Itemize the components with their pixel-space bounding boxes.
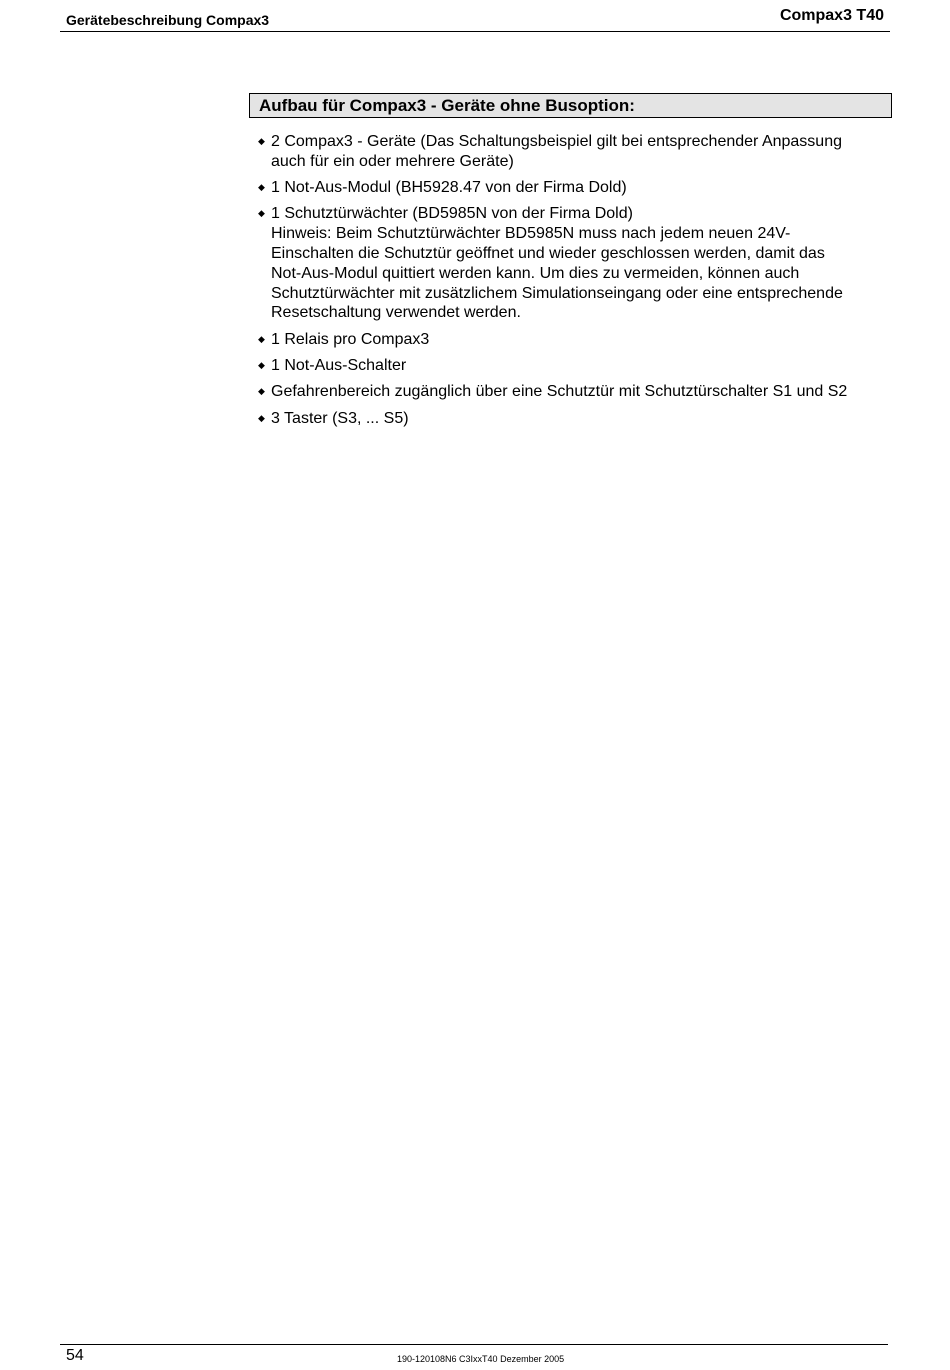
diamond-bullet-icon: ◆ [258,208,265,219]
list-item [258,204,890,323]
list-item-text: 1 Schutztürwächter (BD5985N von der Firma Dold) [271,205,633,223]
page-number: 54 [66,1347,84,1364]
list-item [258,330,890,350]
running-header-product: Compax3 T40 [779,7,884,24]
list-item [258,132,890,172]
list-item-text: Gefahrenbereich zugänglich über eine Schutztür mit Schutztürschalter S1 und S2 [271,383,848,401]
list-item-note: Einschalten die Schutztür geöffnet und wieder geschlossen werden, damit das [271,244,825,262]
list-item-text: 3 Taster (S3, ... S5) [271,409,409,427]
diamond-bullet-icon: ◆ [258,412,265,423]
list-item-text: 1 Not-Aus-Schalter [271,356,407,374]
list-item [258,409,890,429]
list-item-note: Resetschaltung verwendet werden. [271,304,521,322]
diamond-bullet-icon: ◆ [258,359,265,370]
list-item-text: 1 Not-Aus-Modul (BH5928.47 von der Firma Dold) [271,179,627,197]
diamond-bullet-icon: ◆ [258,136,265,146]
list-item [258,382,890,402]
list-item-note: Not-Aus-Modul quittiert werden kann. Um dies zu vermeiden, können auch [271,264,800,282]
header-divider [60,31,890,32]
diamond-bullet-icon: ◆ [258,386,265,397]
diamond-bullet-icon: ◆ [258,333,265,344]
section-heading: Aufbau für Compax3 - Geräte ohne Busoption: [249,93,892,118]
list-item-note: Hinweis: Beim Schutztürwächter BD5985N muss nach jedem neuen 24V- [271,225,791,243]
document-reference: 190-120108N6 C3IxxT40 Dezember 2005 [397,1354,565,1364]
list-item [258,178,890,198]
diamond-bullet-icon: ◆ [258,182,265,193]
footer-divider [60,1344,888,1345]
list-item-text: 2 Compax3 - Geräte (Das Schaltungsbeispiel gilt bei entsprechender Anpassung [271,133,842,150]
list-item [258,356,890,376]
list-item-note: Schutztürwächter mit zusätzlichem Simulationseingang oder eine entsprechende [271,284,843,302]
list-item-text: auch für ein oder mehrere Geräte) [271,152,514,170]
component-list [258,132,890,435]
list-item-text: 1 Relais pro Compax3 [271,330,430,348]
running-header-title: Gerätebeschreibung Compax3 [66,12,270,28]
